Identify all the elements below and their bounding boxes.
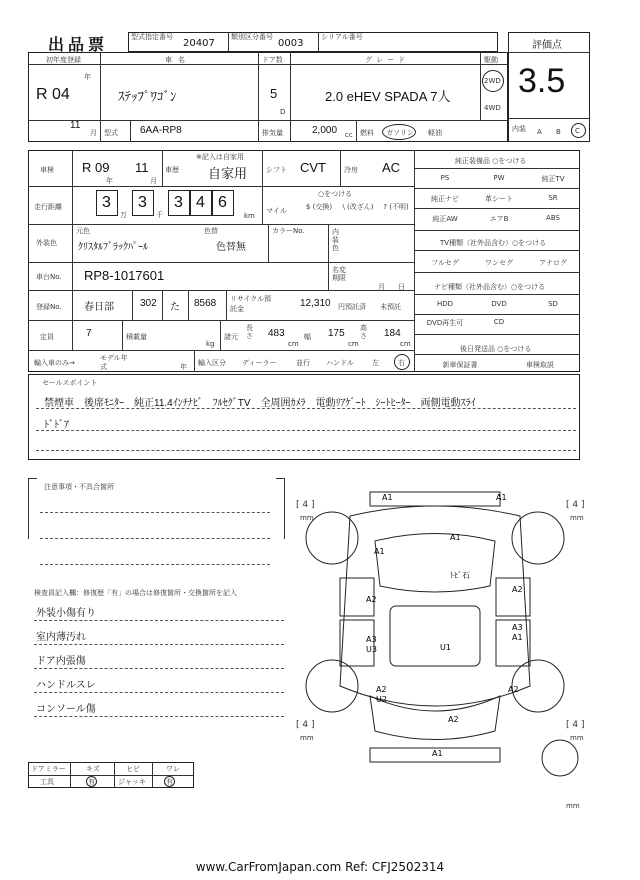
handle-label: ハンドル: [326, 359, 354, 367]
interior-label: 内装: [512, 125, 526, 133]
tire-unit: mm: [300, 734, 314, 742]
tools-mirror: ドアミラー: [31, 765, 66, 773]
reg-kana: た: [170, 302, 180, 313]
inspector-label: 検査員記入欄：修復歴「有」の場合は修復箇所・交換箇所を記入: [34, 589, 237, 597]
interior-a: A: [537, 128, 542, 136]
notes-label: 注意事項・不具合箇所: [44, 483, 114, 491]
tv-title: TV種類（社外品含む）○をつける: [440, 239, 547, 247]
mileage-label: 走行距離: [34, 203, 62, 211]
recycle: 12,310: [300, 298, 331, 309]
damage-mark: A1: [382, 493, 393, 502]
tire-unit: mm: [300, 514, 314, 522]
equipment-item: 純正AW: [432, 215, 458, 223]
tv-item: アナログ: [539, 259, 567, 267]
damage-mark: A2: [512, 585, 523, 594]
equipment-item: SR: [548, 194, 558, 202]
import-dealer: ディーラー: [242, 359, 277, 367]
navi-item: DVD: [491, 300, 507, 308]
model-code: 20407: [183, 38, 215, 49]
class-code: 0003: [278, 38, 304, 49]
damage-mark: A2: [366, 595, 377, 604]
dims-label: 諸元: [224, 333, 238, 341]
cool-label: 冷房: [344, 166, 358, 174]
inspect-month: 11: [135, 160, 149, 175]
reg-number: 8568: [194, 298, 217, 309]
note-line: [34, 668, 284, 669]
inspect-month-unit: 月: [150, 177, 157, 185]
tire-unit: mm: [570, 734, 584, 742]
tire-depth: [ 4 ]: [296, 500, 315, 510]
year-unit: 年: [84, 73, 91, 81]
tools-scratch: キズ: [86, 765, 100, 773]
inspect: R 09: [82, 160, 110, 175]
note-line: [34, 716, 284, 717]
handle-right: 右: [398, 359, 405, 367]
equipment-item: 革シート: [485, 195, 513, 203]
tv-item: ワンセグ: [485, 259, 513, 267]
sales-label: セールスポイント: [42, 379, 98, 387]
capacity-label: 定員: [40, 333, 54, 341]
later-title: 後日発送品 ○をつける: [460, 345, 532, 353]
width-label: 幅: [304, 333, 311, 341]
light-oil-label: 軽油: [428, 129, 442, 137]
month-unit: 月: [90, 129, 97, 137]
damage-mark: U2: [376, 695, 387, 704]
later-line: [414, 334, 580, 335]
color-change: 色替無: [216, 242, 246, 253]
color-label: 外装色: [36, 239, 57, 247]
later-item: 新車保証書: [442, 361, 478, 369]
navi-item: HDD: [436, 300, 454, 308]
capacity: 7: [86, 328, 92, 339]
damage-mark: A1: [512, 633, 523, 642]
recycle-label: リサイクル預託金: [230, 295, 272, 313]
note-line: [34, 692, 284, 693]
name-change-day: 日: [398, 283, 405, 291]
mileage-unknown: ? (不明): [383, 203, 409, 211]
reg-label: 登録No.: [36, 303, 62, 311]
note-item: ハンドルスレ: [36, 680, 96, 691]
height-cm: cm: [400, 340, 411, 348]
height-label: 高さ: [360, 324, 367, 340]
note-item: 外装小傷有り: [36, 608, 96, 619]
tools-break: ワレ: [166, 765, 180, 773]
note-item: コンソール傷: [36, 704, 96, 715]
tools-crack: ヒビ: [126, 765, 140, 773]
tools-tool-mark: 有: [88, 778, 95, 786]
tools-tool: 工具: [40, 778, 54, 786]
tire-unit: mm: [570, 514, 584, 522]
mileage-d2: 3: [138, 194, 147, 211]
name-change-month: 月: [378, 283, 385, 291]
interior-b: B: [556, 128, 561, 136]
mileage-mile: マイル: [266, 207, 287, 215]
model: 6AA-RP8: [140, 125, 182, 136]
cc-unit: cc: [345, 131, 353, 139]
navi-item: SD: [548, 300, 558, 308]
damage-mark: A1: [432, 749, 443, 758]
equipment-item: エアB: [489, 215, 509, 223]
equipment-title: 純正装備品 ○をつける: [455, 157, 527, 165]
doors: 5: [270, 86, 278, 101]
height: 184: [384, 328, 401, 339]
equip-row-line: [414, 188, 580, 189]
recycle-unpaid: 未預託: [380, 303, 401, 311]
later-item: 車検取説: [526, 361, 554, 369]
name-change-label: 名変期限: [332, 266, 346, 282]
width: 175: [328, 328, 345, 339]
chassis: RP8-1017601: [84, 268, 165, 283]
equip-row-line: [414, 250, 580, 251]
equipment-item: PW: [493, 174, 505, 182]
equipment-item: ABS: [546, 214, 560, 222]
serial-label: シリアル番号: [321, 33, 363, 41]
navi-line: [414, 294, 580, 295]
damage-mark: A2: [508, 685, 519, 694]
score-value: 3.5: [518, 62, 566, 100]
car-name: ｽﾃｯﾌﾟﾜｺﾞﾝ: [118, 89, 177, 104]
model-code-label: 型式指定番号: [131, 33, 173, 41]
equip-row-line: [414, 230, 580, 231]
score-label: 評価点: [532, 40, 562, 51]
length-cm: cm: [288, 340, 299, 348]
fuel: ガソリン: [386, 129, 414, 137]
length-label: 長さ: [246, 324, 253, 340]
note-item: ドア内張傷: [36, 656, 86, 667]
damage-mark: U1: [440, 643, 451, 652]
damage-mark: A1: [496, 493, 507, 502]
shift: CVT: [300, 160, 326, 175]
drive-4wd: 4WD: [484, 104, 501, 112]
displacement-label: 排気量: [262, 129, 283, 137]
grade-label: グレード: [365, 56, 409, 64]
tools-jack: ジャッキ: [118, 778, 146, 786]
navi-line: [414, 314, 580, 315]
damage-mark: A2: [448, 715, 459, 724]
tire-unit: mm: [566, 802, 580, 810]
mileage-d5: 6: [218, 194, 227, 211]
recycle-paid: 円預託済: [338, 303, 366, 311]
note-item: 室内薄汚れ: [36, 632, 86, 643]
drive-2wd: 2WD: [484, 77, 501, 85]
sales-box: [28, 374, 580, 460]
door-type: D: [280, 108, 286, 116]
import-parallel: 並行: [296, 359, 310, 367]
displacement: 2,000: [312, 125, 338, 136]
navi-title: ナビ種類（社外品含む）○をつける: [434, 283, 546, 291]
note-line: [34, 644, 284, 645]
load-label: 積載量: [126, 333, 147, 341]
tv-item: フルセグ: [431, 259, 459, 267]
shift-label: シフト: [266, 166, 287, 174]
equip-row-line: [414, 208, 580, 209]
tire-depth: [ 4 ]: [296, 720, 315, 730]
import-type-label: 輸入区分: [198, 359, 226, 367]
length: 483: [268, 328, 285, 339]
mileage-sen: 千: [156, 211, 163, 219]
car-name-label: 車名: [165, 56, 191, 64]
mileage-tamper: \ (改ざん): [342, 203, 374, 211]
interior-color-label: 内装色: [332, 228, 339, 252]
width-cm: cm: [348, 340, 359, 348]
sales-line2: ﾄﾞﾄﾞｱ: [44, 420, 69, 431]
tools-jack-mark: 有: [166, 778, 173, 786]
import-label: 輸入車のみ→: [34, 359, 75, 367]
chassis-label: 車台No.: [36, 273, 62, 281]
car-damage-diagram: [290, 486, 590, 786]
mileage-exchange: $ (交換): [305, 203, 333, 211]
damage-mark: A3: [512, 623, 523, 632]
sales-line1: 禁煙車 後席ﾓﾆﾀｰ 純正11.4ｲﾝﾁﾅﾋﾞ ﾌﾙｾｸﾞTV 全周囲ｶﾒﾗ 電動ﾘｱｹﾞｰﾄ ｼｰﾄﾋｰﾀｰ 両側電動ｽﾗｲ: [44, 398, 476, 409]
first-reg-label: 初年度登録: [46, 56, 81, 64]
equipment-item: 純正ナビ: [431, 195, 459, 203]
mileage-man: 万: [120, 211, 127, 219]
color-orig-label: 元色: [76, 227, 90, 235]
history-note: ※記入は自家用: [196, 153, 244, 161]
damage-mark: ﾄﾋﾞ石: [450, 571, 470, 580]
drive-label: 駆動: [484, 56, 498, 64]
first-reg-month: 11: [70, 120, 81, 131]
color-change-label: 色替: [204, 227, 218, 235]
history: 自家用: [208, 166, 248, 181]
mileage-d4: 4: [196, 194, 205, 211]
tire-depth: [ 4 ]: [566, 720, 585, 730]
handle-left: 左: [372, 359, 379, 367]
navi-item: CD: [493, 318, 505, 326]
footer-ref: www.CarFromJapan.com Ref: CFJ2502314: [195, 860, 445, 874]
history-label: 車歴: [165, 166, 179, 174]
mileage-d1: 3: [102, 194, 111, 211]
first-reg-year: R 04: [36, 86, 70, 103]
color-no-label: カラーNo.: [272, 227, 305, 235]
page-title: 出品票: [48, 35, 109, 54]
damage-mark: A3: [366, 635, 377, 644]
class-code-label: 類別区分番号: [231, 33, 273, 41]
tire-depth: [ 4 ]: [566, 500, 585, 510]
cool: AC: [382, 160, 401, 175]
damage-mark: U3: [366, 645, 377, 654]
equipment-item: 純正TV: [541, 175, 565, 183]
mileage-d3: 3: [174, 194, 183, 211]
inspect-label: 車検: [40, 166, 54, 174]
model-year-unit: 年: [180, 363, 187, 371]
model-label: 型式: [104, 129, 118, 137]
reg-area: 春日部: [84, 302, 114, 313]
damage-mark: A1: [374, 547, 385, 556]
later-line: [414, 354, 580, 355]
mileage-unit: km: [244, 212, 255, 220]
equipment-item: PS: [440, 174, 450, 182]
grade: 2.0 eHEV SPADA 7人: [325, 89, 451, 104]
kg-unit: kg: [206, 340, 215, 348]
note-line: [34, 620, 284, 621]
doors-label: ドア数: [262, 56, 283, 64]
inspect-year-unit: 年: [106, 177, 113, 185]
interior-c: C: [575, 127, 580, 135]
color-orig: ｸﾘｽﾀﾙﾌﾞﾗｯｸﾊﾟｰﾙ: [78, 242, 148, 253]
damage-mark: A1: [450, 533, 461, 542]
reg-class: 302: [140, 298, 157, 309]
mileage-circle-note: ○をつける: [318, 190, 353, 198]
fuel-label: 燃料: [360, 129, 374, 137]
model-year-label: モデル年式: [100, 354, 128, 371]
navi-item: DVD再生可: [426, 319, 464, 327]
damage-mark: A2: [376, 685, 387, 694]
tv-line: [414, 272, 580, 273]
